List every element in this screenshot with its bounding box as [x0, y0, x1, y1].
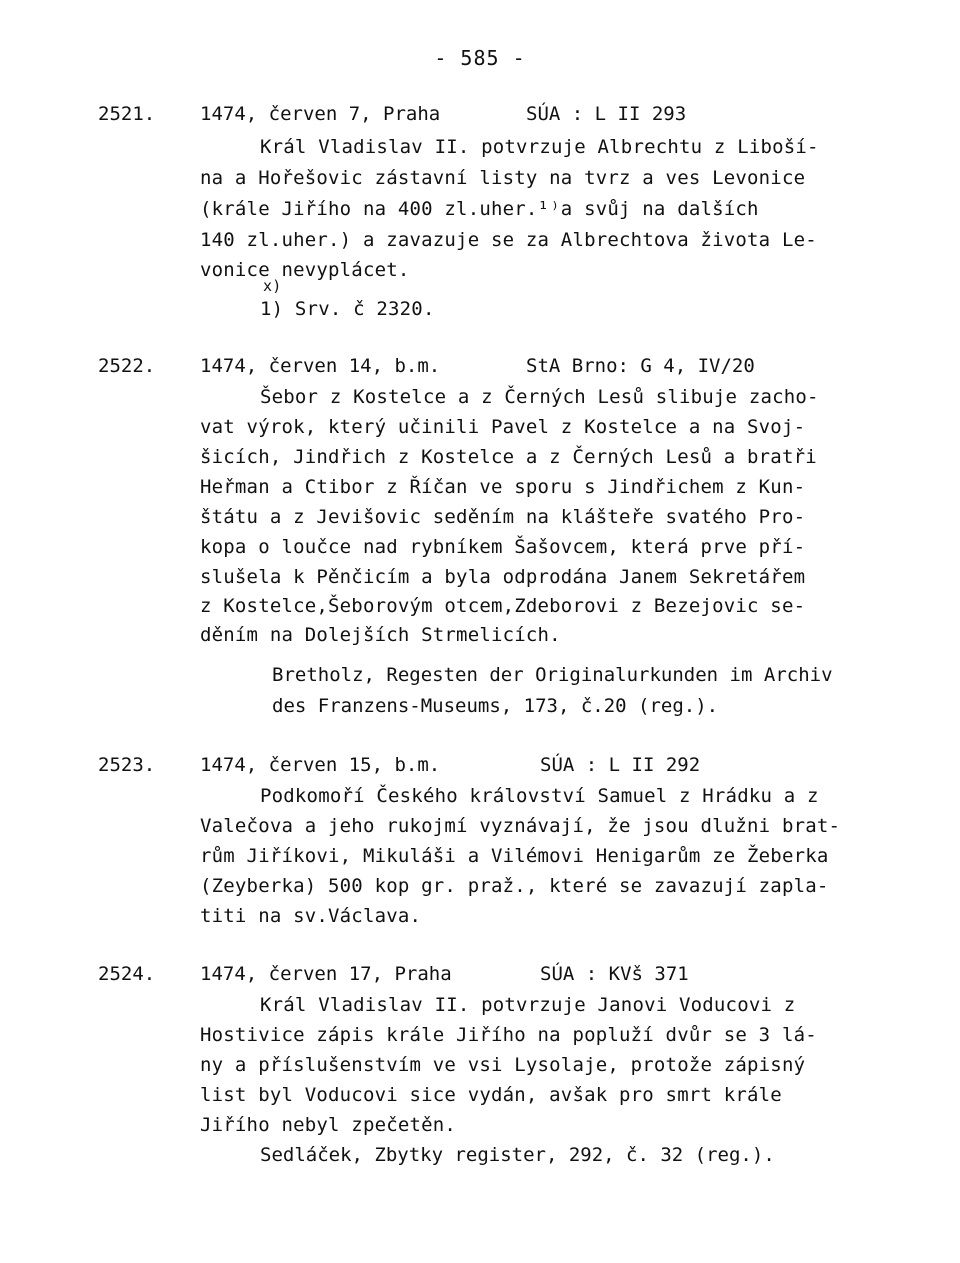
entry-number: 2521. — [98, 103, 156, 125]
text-line: (krále Jiřího na 400 zl.uher.¹⁾a svůj na dalších — [200, 198, 759, 220]
text-line: štátu a z Jevišovic seděním na klášteře svatého Pro- — [200, 506, 806, 528]
text-line: vonice nevyplácet. — [200, 259, 410, 281]
text-line: Valečova a jeho rukojmí vyznávají, že jsou dlužni brat- — [200, 815, 841, 837]
entry-date-place: 1474, červen 17, Praha — [200, 963, 452, 985]
entry-number: 2523. — [98, 754, 156, 776]
reference-line: des Franzens-Museums, 173, č.20 (reg.). — [272, 695, 719, 717]
footnote-marker: x) — [263, 277, 282, 295]
entry-number: 2522. — [98, 355, 156, 377]
entry-signature: SÚA : KVš 371 — [540, 963, 689, 985]
page-number: - 585 - — [434, 46, 526, 70]
text-line: Král Vladislav II. potvrzuje Janovi Voducovi z — [260, 994, 796, 1016]
text-line: na a Hořešovic zástavní listy na tvrz a ves Levonice — [200, 167, 806, 189]
text-line: kopa o loučce nad rybníkem Šašovcem, která prve pří- — [200, 536, 806, 558]
text-line: Král Vladislav II. potvrzuje Albrechtu z Liboší- — [260, 136, 819, 158]
footnote: 1) Srv. č 2320. — [260, 298, 435, 320]
text-line: Jiřího nebyl zpečetěn. — [200, 1114, 457, 1136]
entry-signature: StA Brno: G 4, IV/20 — [526, 355, 755, 377]
entry-date-place: 1474, červen 15, b.m. — [200, 754, 441, 776]
text-line: (Zeyberka) 500 kop gr. praž., které se zavazují zapla- — [200, 875, 829, 897]
text-line: titi na sv.Václava. — [200, 905, 422, 927]
reference-line: Bretholz, Regesten der Originalurkunden im Archiv — [272, 664, 833, 686]
reference-line: Sedláček, Zbytky register, 292, č. 32 (reg.). — [260, 1144, 775, 1166]
text-line: vat výrok, který učinili Pavel z Kostelce a na Svoj- — [200, 416, 806, 438]
entry-date-place: 1474, červen 14, b.m. — [200, 355, 441, 377]
text-line: Podkomoří Českého království Samuel z Hrádku a z — [260, 785, 819, 807]
entry-signature: SÚA : L II 292 — [540, 754, 701, 776]
text-line: Hostivice zápis krále Jiřího na popluží dvůr se 3 lá- — [200, 1024, 817, 1046]
text-line: šicích, Jindřich z Kostelce a z Černých Lesů a bratři — [200, 446, 817, 468]
text-line: z Kostelce,Šeborovým otcem,Zdeborovi z Bezejovic se- — [200, 595, 806, 617]
entry-number: 2524. — [98, 963, 156, 985]
text-line: ny a příslušenstvím ve vsi Lysolaje, protože zápisný — [200, 1054, 806, 1076]
entry-date-place: 1474, červen 7, Praha — [200, 103, 441, 125]
text-line: 140 zl.uher.) a zavazuje se za Albrechtova života Le- — [200, 229, 817, 251]
text-line: list byl Voducovi sice vydán, avšak pro smrt krále — [200, 1084, 782, 1106]
entry-signature: SÚA : L II 293 — [526, 103, 687, 125]
text-line: děním na Dolejších Strmelicích. — [200, 624, 561, 646]
text-line: Šebor z Kostelce a z Černých Lesů slibuje zacho- — [260, 386, 819, 408]
text-line: slušela k Pěnčicím a byla odprodána Janem Sekretářem — [200, 566, 806, 588]
text-line: Heřman a Ctibor z Říčan ve sporu s Jindřichem z Kun- — [200, 476, 806, 498]
text-line: rům Jiříkovi, Mikuláši a Vilémovi Henigarům ze Žeberka — [200, 845, 829, 867]
